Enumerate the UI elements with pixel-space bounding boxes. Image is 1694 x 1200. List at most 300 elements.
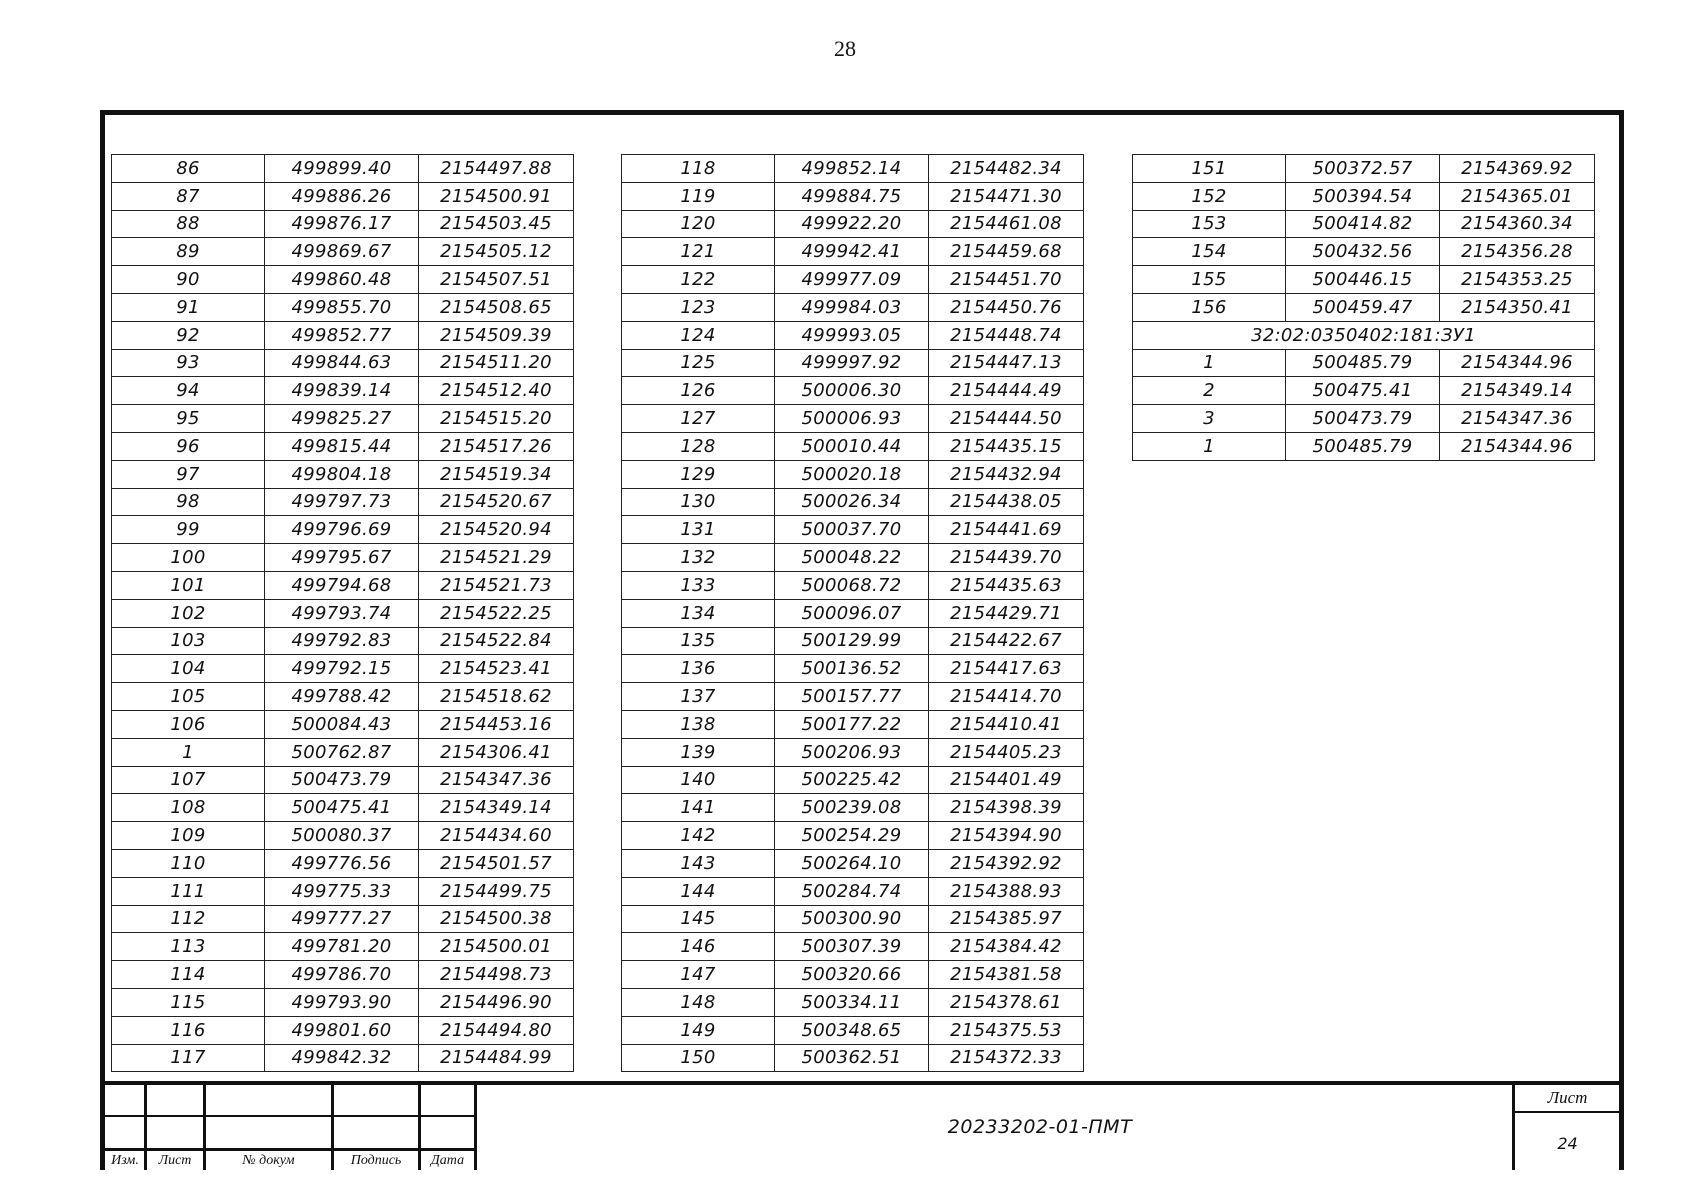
table-row (622, 1016, 1084, 1044)
point-number-cell: 155 (1133, 266, 1286, 294)
point-number-cell: 114 (112, 961, 265, 989)
x-coordinate-cell: 500432.56 (1286, 238, 1440, 266)
x-coordinate-cell: 499844.63 (265, 349, 419, 377)
table-row (112, 544, 574, 572)
x-coordinate-cell: 499984.03 (775, 293, 929, 321)
table-row (1133, 377, 1595, 405)
point-number-cell: 90 (112, 266, 265, 294)
point-number-cell: 122 (622, 266, 775, 294)
coordinates-table-2 (621, 154, 1084, 1072)
table-row (622, 849, 1084, 877)
y-coordinate-cell: 2154349.14 (419, 794, 574, 822)
stamp-label-date: Дата (430, 1153, 465, 1168)
x-coordinate-cell: 499869.67 (265, 238, 419, 266)
x-coordinate-cell: 500068.72 (775, 571, 929, 599)
table-row (622, 599, 1084, 627)
point-number-cell: 88 (112, 210, 265, 238)
table-row (622, 710, 1084, 738)
table-row (622, 321, 1084, 349)
y-coordinate-cell: 2154519.34 (419, 460, 574, 488)
page-number: 28 (834, 36, 856, 61)
table-row (1133, 210, 1595, 238)
x-coordinate-cell: 500485.79 (1286, 349, 1440, 377)
point-number-cell: 124 (622, 321, 775, 349)
x-coordinate-cell: 500225.42 (775, 766, 929, 794)
table-row (622, 238, 1084, 266)
x-coordinate-cell: 500334.11 (775, 988, 929, 1016)
x-coordinate-cell: 500264.10 (775, 849, 929, 877)
table-row (112, 460, 574, 488)
point-number-cell: 142 (622, 822, 775, 850)
table-row (112, 266, 574, 294)
point-number-cell: 106 (112, 710, 265, 738)
table-row (112, 155, 574, 183)
table-row (112, 849, 574, 877)
y-coordinate-cell: 2154344.96 (1440, 349, 1595, 377)
point-number-cell: 131 (622, 516, 775, 544)
point-number-cell: 145 (622, 905, 775, 933)
table-row (112, 321, 574, 349)
table-row (112, 599, 574, 627)
y-coordinate-cell: 2154410.41 (929, 710, 1084, 738)
table-row (112, 961, 574, 989)
y-coordinate-cell: 2154444.49 (929, 377, 1084, 405)
table-row (112, 766, 574, 794)
x-coordinate-cell: 500394.54 (1286, 182, 1440, 210)
y-coordinate-cell: 2154306.41 (419, 738, 574, 766)
x-coordinate-cell: 500020.18 (775, 460, 929, 488)
point-number-cell: 154 (1133, 238, 1286, 266)
y-coordinate-cell: 2154520.67 (419, 488, 574, 516)
y-coordinate-cell: 2154451.70 (929, 266, 1084, 294)
x-coordinate-cell: 499804.18 (265, 460, 419, 488)
table-row (112, 627, 574, 655)
table-row (112, 488, 574, 516)
table-row (622, 405, 1084, 433)
y-coordinate-cell: 2154417.63 (929, 655, 1084, 683)
x-coordinate-cell: 500084.43 (265, 710, 419, 738)
point-number-cell: 91 (112, 293, 265, 321)
y-coordinate-cell: 2154369.92 (1440, 155, 1595, 183)
point-number-cell: 127 (622, 405, 775, 433)
x-coordinate-cell: 500157.77 (775, 683, 929, 711)
point-number-cell: 105 (112, 683, 265, 711)
y-coordinate-cell: 2154507.51 (419, 266, 574, 294)
x-coordinate-cell: 499839.14 (265, 377, 419, 405)
y-coordinate-cell: 2154372.33 (929, 1044, 1084, 1072)
y-coordinate-cell: 2154523.41 (419, 655, 574, 683)
point-number-cell: 87 (112, 182, 265, 210)
point-number-cell: 96 (112, 432, 265, 460)
coordinates-table-1 (111, 154, 574, 1072)
table-row (622, 432, 1084, 460)
y-coordinate-cell: 2154422.67 (929, 627, 1084, 655)
x-coordinate-cell: 500037.70 (775, 516, 929, 544)
point-number-cell: 125 (622, 349, 775, 377)
point-number-cell: 93 (112, 349, 265, 377)
x-coordinate-cell: 500473.79 (265, 766, 419, 794)
point-number-cell: 135 (622, 627, 775, 655)
x-coordinate-cell: 500348.65 (775, 1016, 929, 1044)
x-coordinate-cell: 499855.70 (265, 293, 419, 321)
point-number-cell: 121 (622, 238, 775, 266)
x-coordinate-cell: 499825.27 (265, 405, 419, 433)
x-coordinate-cell: 500254.29 (775, 822, 929, 850)
y-coordinate-cell: 2154494.80 (419, 1016, 574, 1044)
table-row (622, 683, 1084, 711)
table-row (1133, 155, 1595, 183)
point-number-cell: 1 (1133, 349, 1286, 377)
y-coordinate-cell: 2154381.58 (929, 961, 1084, 989)
y-coordinate-cell: 2154511.20 (419, 349, 574, 377)
y-coordinate-cell: 2154505.12 (419, 238, 574, 266)
table-row (112, 571, 574, 599)
table-row (622, 738, 1084, 766)
table-row (112, 405, 574, 433)
x-coordinate-cell: 500475.41 (1286, 377, 1440, 405)
point-number-cell: 119 (622, 182, 775, 210)
y-coordinate-cell: 2154347.36 (1440, 405, 1595, 433)
x-coordinate-cell: 500762.87 (265, 738, 419, 766)
y-coordinate-cell: 2154429.71 (929, 599, 1084, 627)
point-number-cell: 133 (622, 571, 775, 599)
table-row (112, 655, 574, 683)
point-number-cell: 134 (622, 599, 775, 627)
x-coordinate-cell: 500414.82 (1286, 210, 1440, 238)
point-number-cell: 95 (112, 405, 265, 433)
point-number-cell: 120 (622, 210, 775, 238)
table-row (622, 655, 1084, 683)
table-row (112, 905, 574, 933)
y-coordinate-cell: 2154522.25 (419, 599, 574, 627)
point-number-cell: 3 (1133, 405, 1286, 433)
y-coordinate-cell: 2154378.61 (929, 988, 1084, 1016)
x-coordinate-cell: 499788.42 (265, 683, 419, 711)
y-coordinate-cell: 2154509.39 (419, 321, 574, 349)
x-coordinate-cell: 500307.39 (775, 933, 929, 961)
x-coordinate-cell: 500239.08 (775, 794, 929, 822)
point-number-cell: 152 (1133, 182, 1286, 210)
point-number-cell: 94 (112, 377, 265, 405)
y-coordinate-cell: 2154414.70 (929, 683, 1084, 711)
table-row (622, 516, 1084, 544)
y-coordinate-cell: 2154344.96 (1440, 432, 1595, 460)
table-row (622, 460, 1084, 488)
point-number-cell: 103 (112, 627, 265, 655)
x-coordinate-cell: 500372.57 (1286, 155, 1440, 183)
y-coordinate-cell: 2154521.29 (419, 544, 574, 572)
y-coordinate-cell: 2154498.73 (419, 961, 574, 989)
y-coordinate-cell: 2154508.65 (419, 293, 574, 321)
y-coordinate-cell: 2154388.93 (929, 877, 1084, 905)
x-coordinate-cell: 499793.90 (265, 988, 419, 1016)
y-coordinate-cell: 2154353.25 (1440, 266, 1595, 294)
x-coordinate-cell: 499786.70 (265, 961, 419, 989)
x-coordinate-cell: 500026.34 (775, 488, 929, 516)
point-number-cell: 98 (112, 488, 265, 516)
point-number-cell: 147 (622, 961, 775, 989)
point-number-cell: 149 (622, 1016, 775, 1044)
x-coordinate-cell: 499884.75 (775, 182, 929, 210)
point-number-cell: 101 (112, 571, 265, 599)
point-number-cell: 110 (112, 849, 265, 877)
table-row (622, 293, 1084, 321)
y-coordinate-cell: 2154500.01 (419, 933, 574, 961)
stamp-label-change: Изм. (111, 1153, 139, 1168)
x-coordinate-cell: 499876.17 (265, 210, 419, 238)
y-coordinate-cell: 2154398.39 (929, 794, 1084, 822)
table-row (622, 627, 1084, 655)
point-number-cell: 150 (622, 1044, 775, 1072)
point-number-cell: 1 (1133, 432, 1286, 460)
x-coordinate-cell: 499842.32 (265, 1044, 419, 1072)
point-number-cell: 136 (622, 655, 775, 683)
table-row (112, 377, 574, 405)
x-coordinate-cell: 499899.40 (265, 155, 419, 183)
point-number-cell: 156 (1133, 293, 1286, 321)
x-coordinate-cell: 499860.48 (265, 266, 419, 294)
x-coordinate-cell: 499815.44 (265, 432, 419, 460)
y-coordinate-cell: 2154405.23 (929, 738, 1084, 766)
table-row (622, 988, 1084, 1016)
point-number-cell: 129 (622, 460, 775, 488)
x-coordinate-cell: 500300.90 (775, 905, 929, 933)
y-coordinate-cell: 2154515.20 (419, 405, 574, 433)
table-row (112, 738, 574, 766)
y-coordinate-cell: 2154392.92 (929, 849, 1084, 877)
y-coordinate-cell: 2154360.34 (1440, 210, 1595, 238)
table-row (112, 822, 574, 850)
point-number-cell: 111 (112, 877, 265, 905)
y-coordinate-cell: 2154439.70 (929, 544, 1084, 572)
y-coordinate-cell: 2154401.49 (929, 766, 1084, 794)
table-row (1133, 349, 1595, 377)
table-row (622, 210, 1084, 238)
point-number-cell: 146 (622, 933, 775, 961)
y-coordinate-cell: 2154503.45 (419, 210, 574, 238)
point-number-cell: 123 (622, 293, 775, 321)
x-coordinate-cell: 500006.93 (775, 405, 929, 433)
y-coordinate-cell: 2154435.63 (929, 571, 1084, 599)
y-coordinate-cell: 2154453.16 (419, 710, 574, 738)
y-coordinate-cell: 2154518.62 (419, 683, 574, 711)
point-number-cell: 140 (622, 766, 775, 794)
table-row (622, 1044, 1084, 1072)
y-coordinate-cell: 2154432.94 (929, 460, 1084, 488)
y-coordinate-cell: 2154435.15 (929, 432, 1084, 460)
x-coordinate-cell: 499777.27 (265, 905, 419, 933)
point-number-cell: 137 (622, 683, 775, 711)
y-coordinate-cell: 2154497.88 (419, 155, 574, 183)
x-coordinate-cell: 500006.30 (775, 377, 929, 405)
table-row (1133, 238, 1595, 266)
stamp-label-signature: Подпись (350, 1153, 402, 1168)
x-coordinate-cell: 499997.92 (775, 349, 929, 377)
table-row (112, 933, 574, 961)
x-coordinate-cell: 499886.26 (265, 182, 419, 210)
y-coordinate-cell: 2154471.30 (929, 182, 1084, 210)
point-number-cell: 138 (622, 710, 775, 738)
y-coordinate-cell: 2154450.76 (929, 293, 1084, 321)
table-row (112, 710, 574, 738)
point-number-cell: 116 (112, 1016, 265, 1044)
table-row (112, 877, 574, 905)
y-coordinate-cell: 2154444.50 (929, 405, 1084, 433)
table-row (1133, 182, 1595, 210)
stamp-label-doc-number: № докум (242, 1153, 295, 1168)
x-coordinate-cell: 500446.15 (1286, 266, 1440, 294)
x-coordinate-cell: 500459.47 (1286, 293, 1440, 321)
x-coordinate-cell: 500096.07 (775, 599, 929, 627)
point-number-cell: 102 (112, 599, 265, 627)
table-row (622, 544, 1084, 572)
table-row (622, 571, 1084, 599)
point-number-cell: 99 (112, 516, 265, 544)
sheet-number: 24 (1557, 1134, 1578, 1153)
x-coordinate-cell: 499795.67 (265, 544, 419, 572)
point-number-cell: 92 (112, 321, 265, 349)
x-coordinate-cell: 499852.14 (775, 155, 929, 183)
x-coordinate-cell: 499852.77 (265, 321, 419, 349)
x-coordinate-cell: 500177.22 (775, 710, 929, 738)
point-number-cell: 1 (112, 738, 265, 766)
y-coordinate-cell: 2154394.90 (929, 822, 1084, 850)
y-coordinate-cell: 2154517.26 (419, 432, 574, 460)
x-coordinate-cell: 499993.05 (775, 321, 929, 349)
point-number-cell: 118 (622, 155, 775, 183)
table-row (622, 961, 1084, 989)
table-row (622, 377, 1084, 405)
point-number-cell: 113 (112, 933, 265, 961)
table-row (112, 349, 574, 377)
x-coordinate-cell: 499794.68 (265, 571, 419, 599)
table-row (622, 822, 1084, 850)
table-row (112, 794, 574, 822)
point-number-cell: 151 (1133, 155, 1286, 183)
table-row (112, 516, 574, 544)
y-coordinate-cell: 2154441.69 (929, 516, 1084, 544)
table-row (112, 432, 574, 460)
table-row (1133, 432, 1595, 460)
y-coordinate-cell: 2154434.60 (419, 822, 574, 850)
table-row (112, 182, 574, 210)
y-coordinate-cell: 2154347.36 (419, 766, 574, 794)
x-coordinate-cell: 499793.74 (265, 599, 419, 627)
table-row (622, 794, 1084, 822)
table-row (112, 210, 574, 238)
point-number-cell: 107 (112, 766, 265, 794)
y-coordinate-cell: 2154484.99 (419, 1044, 574, 1072)
stamp-label-sheet: Лист (158, 1153, 192, 1168)
y-coordinate-cell: 2154385.97 (929, 905, 1084, 933)
point-number-cell: 108 (112, 794, 265, 822)
point-number-cell: 148 (622, 988, 775, 1016)
y-coordinate-cell: 2154365.01 (1440, 182, 1595, 210)
table-row (622, 182, 1084, 210)
y-coordinate-cell: 2154501.57 (419, 849, 574, 877)
y-coordinate-cell: 2154512.40 (419, 377, 574, 405)
x-coordinate-cell: 500362.51 (775, 1044, 929, 1072)
point-number-cell: 144 (622, 877, 775, 905)
y-coordinate-cell: 2154521.73 (419, 571, 574, 599)
parcel-header: 32:02:0350402:181:ЗУ1 (1133, 321, 1595, 349)
table-row (112, 238, 574, 266)
table-row (622, 488, 1084, 516)
y-coordinate-cell: 2154438.05 (929, 488, 1084, 516)
y-coordinate-cell: 2154448.74 (929, 321, 1084, 349)
x-coordinate-cell: 500048.22 (775, 544, 929, 572)
y-coordinate-cell: 2154375.53 (929, 1016, 1084, 1044)
x-coordinate-cell: 499977.09 (775, 266, 929, 294)
x-coordinate-cell: 499797.73 (265, 488, 419, 516)
sheet-label: Лист (1547, 1088, 1588, 1107)
point-number-cell: 143 (622, 849, 775, 877)
table-row (622, 266, 1084, 294)
table-row (112, 1016, 574, 1044)
point-number-cell: 139 (622, 738, 775, 766)
x-coordinate-cell: 500206.93 (775, 738, 929, 766)
x-coordinate-cell: 500010.44 (775, 432, 929, 460)
y-coordinate-cell: 2154520.94 (419, 516, 574, 544)
x-coordinate-cell: 500136.52 (775, 655, 929, 683)
x-coordinate-cell: 500284.74 (775, 877, 929, 905)
y-coordinate-cell: 2154461.08 (929, 210, 1084, 238)
table-row (622, 766, 1084, 794)
y-coordinate-cell: 2154447.13 (929, 349, 1084, 377)
table-row (1133, 266, 1595, 294)
x-coordinate-cell: 499781.20 (265, 933, 419, 961)
point-number-cell: 130 (622, 488, 775, 516)
point-number-cell: 86 (112, 155, 265, 183)
x-coordinate-cell: 500475.41 (265, 794, 419, 822)
y-coordinate-cell: 2154496.90 (419, 988, 574, 1016)
point-number-cell: 132 (622, 544, 775, 572)
table-row (622, 877, 1084, 905)
coordinates-table-3 (1132, 154, 1595, 461)
point-number-cell: 97 (112, 460, 265, 488)
point-number-cell: 117 (112, 1044, 265, 1072)
x-coordinate-cell: 500485.79 (1286, 432, 1440, 460)
table-row (112, 293, 574, 321)
document-code: 20233202-01-ПМТ (947, 1116, 1133, 1138)
point-number-cell: 109 (112, 822, 265, 850)
y-coordinate-cell: 2154349.14 (1440, 377, 1595, 405)
point-number-cell: 104 (112, 655, 265, 683)
x-coordinate-cell: 499942.41 (775, 238, 929, 266)
y-coordinate-cell: 2154350.41 (1440, 293, 1595, 321)
table-row (1133, 321, 1595, 349)
y-coordinate-cell: 2154500.38 (419, 905, 574, 933)
y-coordinate-cell: 2154356.28 (1440, 238, 1595, 266)
x-coordinate-cell: 499796.69 (265, 516, 419, 544)
point-number-cell: 126 (622, 377, 775, 405)
x-coordinate-cell: 499776.56 (265, 849, 419, 877)
point-number-cell: 128 (622, 432, 775, 460)
y-coordinate-cell: 2154384.42 (929, 933, 1084, 961)
y-coordinate-cell: 2154500.91 (419, 182, 574, 210)
y-coordinate-cell: 2154499.75 (419, 877, 574, 905)
table-row (1133, 405, 1595, 433)
x-coordinate-cell: 499792.83 (265, 627, 419, 655)
x-coordinate-cell: 500080.37 (265, 822, 419, 850)
point-number-cell: 115 (112, 988, 265, 1016)
table-row (112, 988, 574, 1016)
x-coordinate-cell: 499801.60 (265, 1016, 419, 1044)
y-coordinate-cell: 2154522.84 (419, 627, 574, 655)
point-number-cell: 141 (622, 794, 775, 822)
point-number-cell: 89 (112, 238, 265, 266)
table-row (112, 683, 574, 711)
